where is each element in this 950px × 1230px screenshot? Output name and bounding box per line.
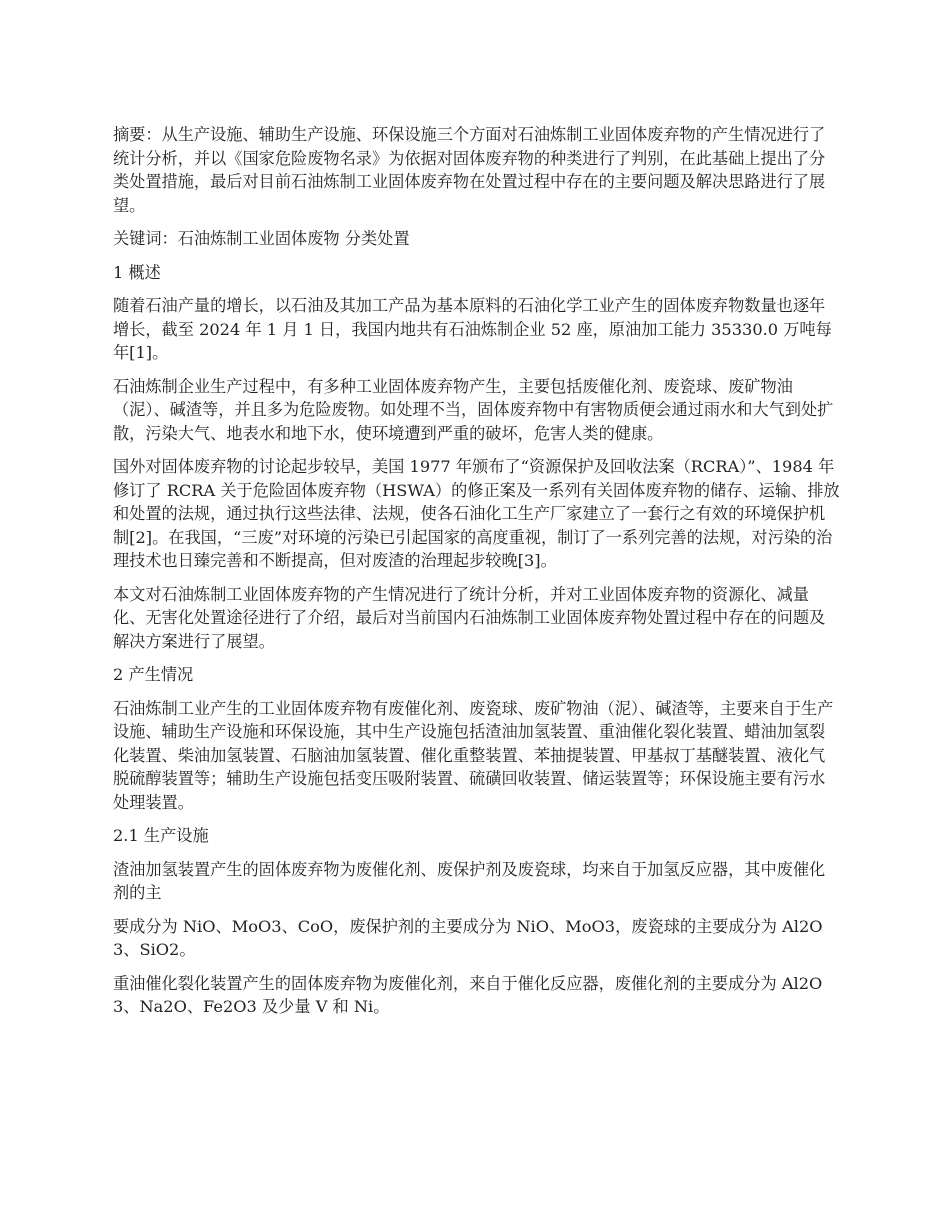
section-1-paragraph-4: 本文对石油炼制工业固体废弃物的产生情况进行了统计分析，并对工业固体废弃物的资源化、减量化、无害化处置途径进行了介绍，最后对当前国内石油炼制工业固体废弃物处置过程中存在的问题及解决方案进行了展望。 bbox=[113, 584, 826, 651]
section-1-paragraph-3: 国外对固体废弃物的讨论起步较早，美国 1977 年颁布了“资源保护及回收法案（RCRA）”、1984 年修订了 RCRA 关于危险固体废弃物（HSWA）的修正案及一系列有关固体废弃物的储存、运输、排放和处置的法规，通过执行这些法律、法规，使各石油化工生产厂家建立了一套行之有效的环境保护机制[2]。在我国，“三废”对环境的污染已引起国家的高度重视，制订了一系列完善的法规，对污染的治理技术也日臻完善和不断提高，但对废渣的治理起步较晚[3]。 bbox=[113, 457, 840, 570]
section-2-1-paragraph-2: 要成分为 NiO、MoO3、CoO，废保护剂的主要成分为 NiO、MoO3，废瓷球的主要成分为 Al2O3、SiO2。 bbox=[113, 916, 823, 959]
section-1-heading: 1 概述 bbox=[113, 262, 161, 282]
keywords-paragraph: 关键词：石油炼制工业固体废物 分类处置 bbox=[113, 229, 410, 248]
section-2-1-paragraph-3: 重油催化裂化装置产生的固体废弃物为废催化剂，来自于催化反应器，废催化剂的主要成分为 Al2O3、Na2O、Fe2O3 及少量 V 和 Ni。 bbox=[113, 973, 823, 1016]
document-body bbox=[113, 123, 841, 1029]
section-2-heading: 2 产生情况 bbox=[113, 665, 194, 684]
section-1-paragraph-1: 随着石油产量的增长，以石油及其加工产品为基本原料的石油化学工业产生的固体废弃物数量也逐年增长，截至 2024 年 1 月 1 日，我国内地共有石油炼制企业 52 座，原油加工能力 35330.0 万吨每年[1]。 bbox=[113, 296, 832, 362]
section-1-paragraph-2: 石油炼制企业生产过程中，有多种工业固体废弃物产生，主要包括废催化剂、废瓷球、废矿物油（泥）、碱渣等，并且多为危险废物。如处理不当，固体废弃物中有害物质便会通过雨水和大气到处扩散，污染大气、地表水和地下水，使环境遭到严重的破坏，危害人类的健康。 bbox=[113, 376, 834, 443]
section-2-1-heading: 2.1 生产设施 bbox=[113, 826, 209, 845]
section-2-paragraph-1: 石油炼制工业产生的工业固体废弃物有废催化剂、废瓷球、废矿物油（泥）、碱渣等，主要来自于生产设施、辅助生产设施和环保设施，其中生产设施包括渣油加氢装置、重油催化裂化装置、蜡油加氢裂化装置、柴油加氢装置、石脑油加氢装置、催化重整装置、苯抽提装置、甲基叔丁基醚装置、液化气脱硫醇装置等；辅助生产设施包括变压吸附装置、硫磺回收装置、储运装置等；环保设施主要有污水处理装置。 bbox=[113, 698, 834, 812]
abstract-paragraph: 摘要：从生产设施、辅助生产设施、环保设施三个方面对石油炼制工业固体废弃物的产生情况进行了统计分析，并以《国家危险废物名录》为依据对固体废弃物的种类进行了判别，在此基础上提出了分类处置措施，最后对目前石油炼制工业固体废弃物在处置过程中存在的主要问题及解决思路进行了展望。 bbox=[113, 125, 826, 215]
section-2-1-paragraph-1: 渣油加氢装置产生的固体废弃物为废催化剂、废保护剂及废瓷球，均来自于加氢反应器，其中废催化剂的主 bbox=[113, 859, 826, 902]
